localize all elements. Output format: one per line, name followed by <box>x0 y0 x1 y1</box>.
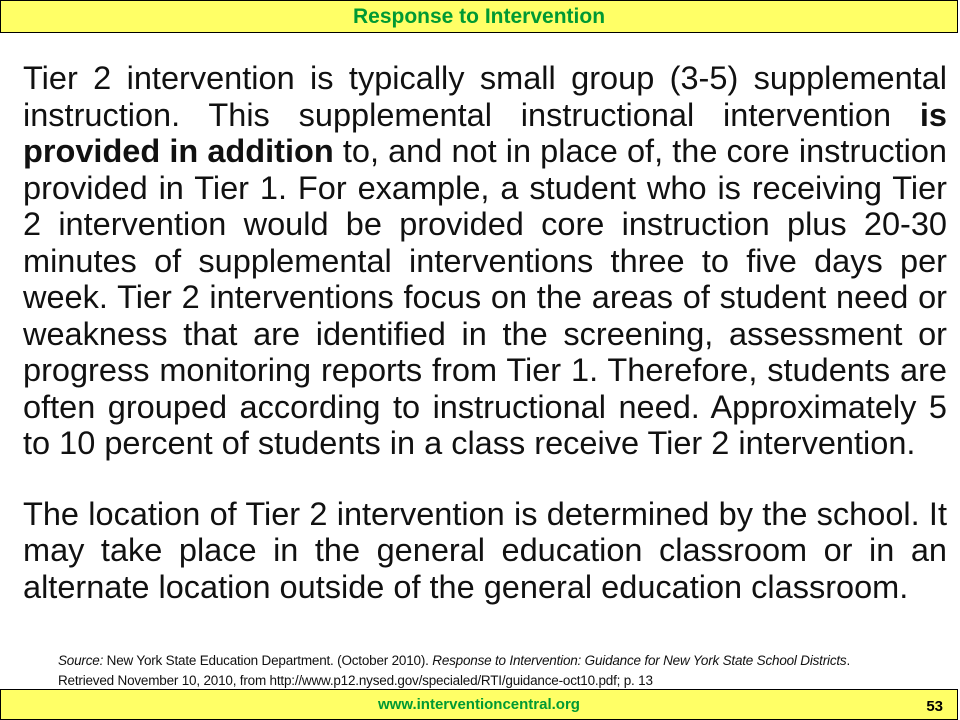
header-banner <box>0 0 958 33</box>
source-label: Source: <box>58 653 104 668</box>
source-publisher: New York State Education Department. (October 2010). <box>103 653 433 668</box>
paragraph-1 <box>23 60 947 462</box>
page-number: 53 <box>926 698 943 715</box>
paragraph-1-part-1: Tier 2 intervention is typically small group (3-5) supplemental instruction. This supplemental instructional intervention <box>23 60 947 133</box>
source-retrieved: . Retrieved November 10, 2010, from http://www.p12.nysed.gov/specialed/RTI/guidance-oct10.pdf; p. 13 <box>58 653 851 688</box>
main-content <box>23 60 947 606</box>
paragraph-1-part-2: to, and not in place of, the core instruction provided in Tier 1. For example, a student who is receiving Tier 2 intervention would be provided core instruction plus 20-30 minutes of supplemental interventions three to five days per week. Tier 2 interventions focus on the areas of student need or weakness that are identified in the screening, assessment or progress monitoring reports from Tier 1. Therefore, students are often grouped according to instructional need. Approximately 5 to 10 percent of students in a class receive Tier 2 intervention. <box>23 133 947 461</box>
slide-title: Response to Intervention <box>352 4 606 28</box>
paragraph-1-emphasis: is provided in addition <box>23 96 947 169</box>
source-citation <box>58 651 888 691</box>
source-title: Response to Intervention: Guidance for New York State School Districts <box>432 653 847 668</box>
paragraph-2: The location of Tier 2 intervention is determined by the school. It may take place in the general education classroom or in an alternate location outside of the general education classroom. <box>23 495 947 605</box>
footer-url[interactable]: www.interventioncentral.org <box>378 696 580 713</box>
footer-banner <box>0 689 958 720</box>
